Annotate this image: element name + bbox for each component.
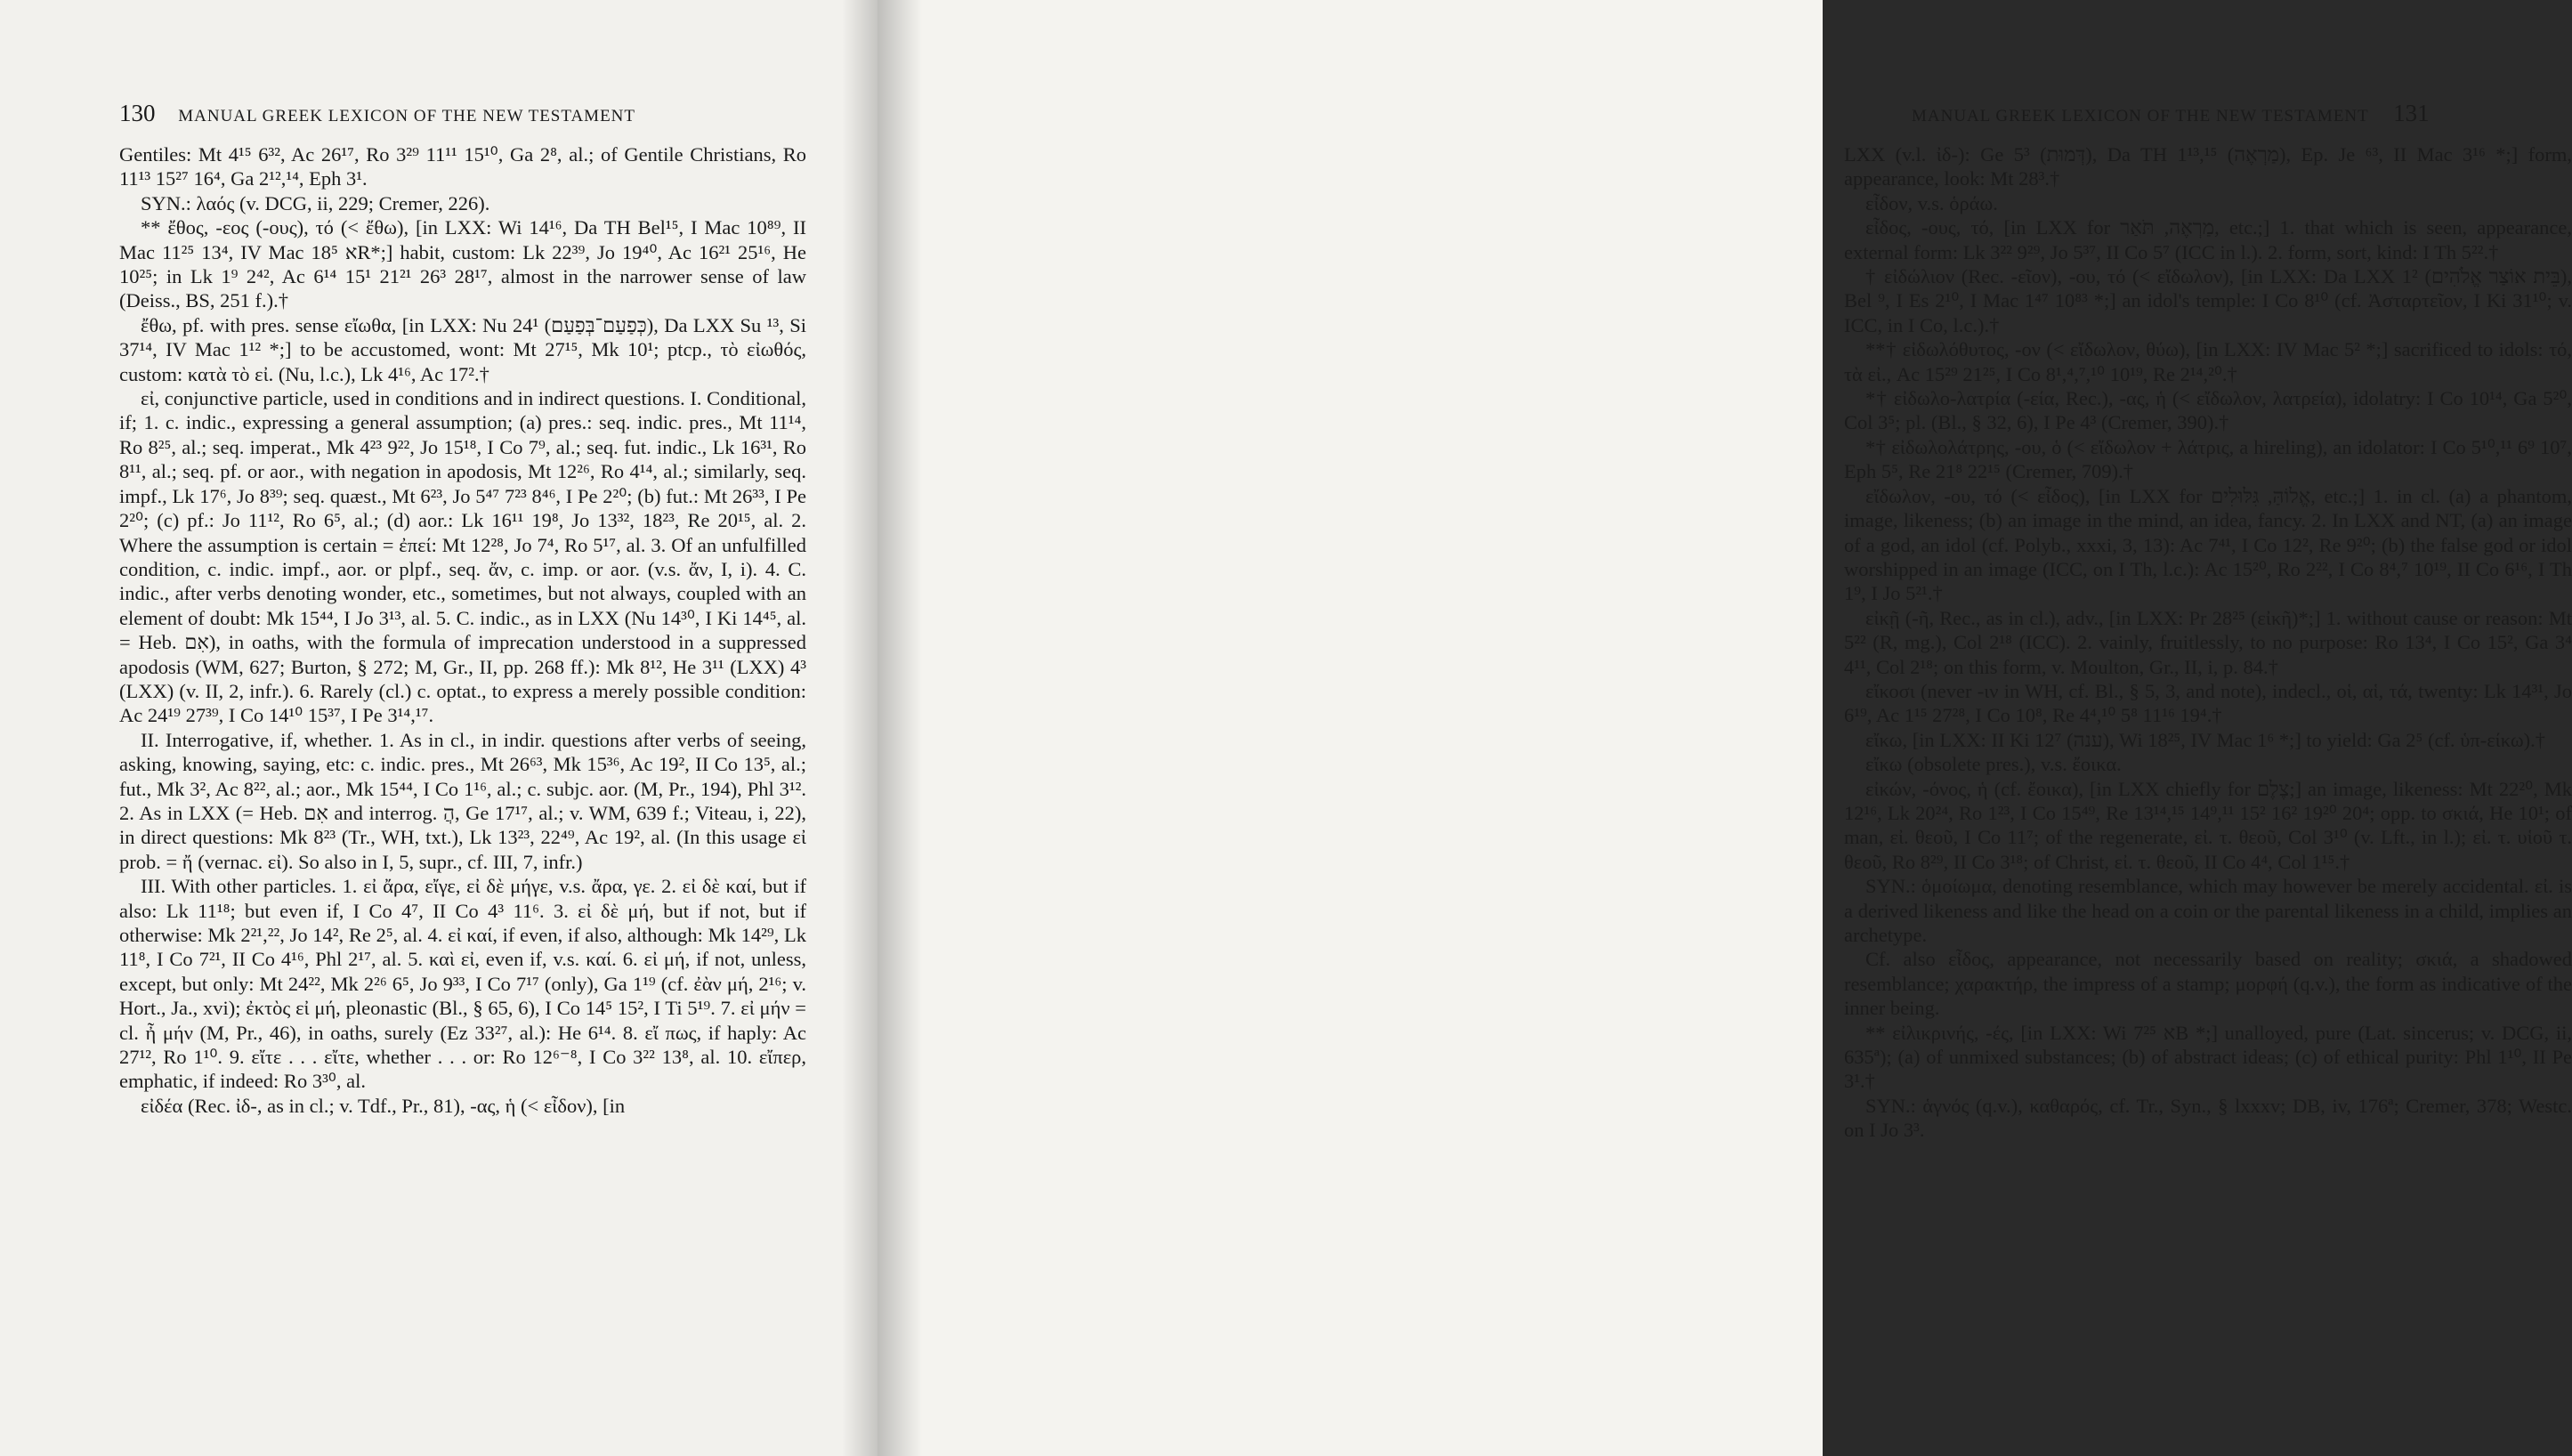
entry-paragraph: εἰ, conjunctive particle, used in conditions and in indirect questions. I. Conditional, if; 1. c. indic., expressing a general assumption; (a) pres.: seq. indic. pres., Mt 11¹⁴, Ro 8²⁵, al.; seq. imperat., Mk 4²³ 9²², Jo 15¹⁸, I Co 7⁹, al.; seq. fut. indic., Lk 16³¹, Ro 8¹¹, al.; seq. pf. or aor., with negation in apodosis, Mt 12²⁶, Ro 4¹⁴, al.; similarly, seq. impf., Lk 17⁶, Jo 8³⁹; seq. quæst., Mt 6²³, Jo 5⁴⁷ 7²³ 8⁴⁶, I Pe 2²⁰; (b) fut.: Mt 26³³, I Pe 2²⁰; (c) pf.: Jo 11¹², Ro 6⁵, al.; (d) aor.: Lk 16¹¹ 19⁸, Jo 13³², 18²³, Re 20¹⁵, al. 2. Where the assumption is certain = ἐπεί: Mt 12²⁸, Jo 7⁴, Ro 5¹⁷, al. 3. Of an unfulfilled condition, c. indic. impf., aor. or plpf., seq. ἄν, c. imp. or aor. (v.s. ἄν, I, i). 4. C. indic., after verbs denoting wonder, etc., sometimes, but not always, coupled with an element of doubt: Mk 15⁴⁴, I Jo 3¹³, al. 5. C. indic., as in LXX (Nu 14³⁰, I Ki 14⁴⁵, al. = Heb. אִם), in oaths, with the formula of imprecation understood in a suppressed apodosis (WM, 627; Burton, § 272; M, Gr., II, pp. 268 ff.): Mk 8¹², He 3¹¹ (LXX) 4³ (LXX) (v. II, 2, infr.). 6. Rarely (cl.) c. optat., to express a merely possible condition: Ac 24¹⁹ 27³⁹, I Co 14¹⁰ 15³⁷, I Pe 3¹⁴,¹⁷. (119, 387, 806, 727)
entry-paragraph: LXX (v.l. ἰδ-): Ge 5³ (דְּמוּת), Da TH 1¹³,¹⁵ (מַרְאֶה), Ep. Je ⁶³, II Mac 3¹⁶ *;] form, appearance, look: Mt 28³.† (1844, 143, 2572, 190)
entry-paragraph: **† εἰδωλόθυτος, -ον (< εἴδωλον, θύω), [in LXX: IV Mac 5² *;] sacrificed to idols: τό, τὰ εἰ., Ac 15²⁹ 21²⁵, I Co 8¹,⁴,⁷,¹⁰ 10¹⁹, Re 2¹⁴,²⁰.† (1844, 338, 2572, 385)
entry-paragraph: Gentiles: Mt 4¹⁵ 6³², Ac 26¹⁷, Ro 3²⁹ 11¹¹ 15¹⁰, Ga 2⁸, al.; of Gentile Christians, Ro 11¹³ 15²⁷ 16⁴, Ga 2¹²,¹⁴, Eph 3¹. (119, 143, 806, 190)
entry-paragraph: εἰδέα (Rec. ἰδ-, as in cl.; v. Tdf., Pr., 81), -ας, ἡ (< εἶδον), [in (141, 1094, 626, 1117)
entry-paragraph: ** ἔθος, -εος (-ους), τό (< ἔθω), [in LXX: Wi 14¹⁶, Da TH Bel¹⁵, I Mac 10⁸⁹, II Mac 11²⁵ 13⁴, IV Mac 18⁵ אR*;] habit, custom: Lk 22³⁹, Jo 19⁴⁰, Ac 16²¹ 25¹⁶, He 10²⁵; in Lk 1⁹ 2⁴², Ac 6¹⁴ 15¹ 21²¹ 26³ 28¹⁷, almost in the narrower sense of law (Deiss., BS, 251 f.).† (119, 216, 806, 312)
entry-paragraph: εἴκω, [in LXX: II Ki 12⁷ (ענה), Wi 18²⁵, IV Mac 1⁶ *;] to yield: Ga 2⁵ (cf. ὑπ-είκω).† (1865, 728, 2546, 751)
entry-paragraph: εἰκών, -όνος, ἡ (cf. ἔοικα), [in LXX chiefly for צֶלֶם;] an image, likeness: Mt 22²⁰, Mk 12¹⁶, Lk 20²⁴, Ro 1²³, I Co 15⁴⁹, Re 13¹⁴,¹⁵ 14⁹,¹¹ 15² 16² 19²⁰ 20⁴; opp. to σκιά, He 10¹; of man, εἰ. θεοῦ, I Co 11⁷; of the regenerate, εἰ. τ. θεοῦ, Col 3¹⁰ (v. Lft., in l.); εἰ. τ. υἱοῦ τ. θεοῦ, Ro 8²⁹, II Co 3¹⁸; of Christ, εἰ. τ. θεοῦ, II Co 4⁴, Col 1¹⁵.† (1844, 777, 2572, 873)
entry-paragraph: SYN.: λαός (v. DCG, ii, 229; Cremer, 226). (141, 191, 490, 214)
entry-paragraph: εἶδον, v.s. ὁράω. (1865, 191, 1998, 214)
right-page (878, 0, 2572, 1456)
running-head: MANUAL GREEK LEXICON OF THE NEW TESTAMENT (178, 107, 635, 125)
entry-paragraph: εἰκῇ (-ῆ, Rec., as in cl.), adv., [in LXX: Pr 28²⁵ (εἰκῆ)*;] 1. without cause or reason: Mt 5²² (R, mg.), Col 2¹⁸ (ICC). 2. vainly, fruitlessly, to no purpose: Ro 13⁴, I Co 15², Ga 3⁴ 4¹¹, Col 2¹⁸; on this form, v. Moulton, Gr., II, i, p. 84.† (1844, 606, 2572, 678)
page-number: 130 (119, 100, 156, 126)
entry-paragraph: III. With other particles. 1. εἰ ἄρα, εἴγε, εἰ δὲ μήγε, v.s. ἄρα, γε. 2. εἰ δὲ καί, but if also: Lk 11¹⁸; but even if, I Co 4⁷, II Co 4³ 11⁶. 3. εἰ δὲ μή, but if not, but if otherwise: Mk 2²¹,²², Jo 14², Re 2⁵, al. 4. εἰ καί, if even, if also, although: Mk 14²⁹, Lk 11⁸, I Co 7²¹, II Co 4¹⁶, Phl 2¹⁷, al. 5. καὶ εἰ, even if, v.s. καί. 6. εἰ μή, if not, unless, except, but only: Mt 24²², Mk 2²⁶ 6⁵, Jo 9³³, I Co 7¹⁷ (only), Ga 1¹⁹ (cf. ἐὰν μή, 2¹⁶; v. Hort., Ja., xvi); ἐκτὸς εἰ μή, pleonastic (Bl., § 65, 6), I Co 14⁵ 15², I Ti 5¹⁹. 7. εἰ μήν = cl. ἦ μήν (M, Pr., 46), in oaths, surely (Ez 33²⁷, al.): He 6¹⁴. 8. εἴ πως, if haply: Ac 27¹², Ro 1¹⁰. 9. εἴτε . . . εἴτε, whether . . . or: Ro 12⁶⁻⁸, I Co 3²² 13⁸, al. 10. εἴπερ, emphatic, if indeed: Ro 3³⁰, al. (119, 875, 806, 1093)
left-page (0, 0, 878, 1456)
page-number: 131 (2393, 100, 2430, 126)
entry-paragraph: ** εἰλικρινής, -ές, [in LXX: Wi 7²⁵ אB *;] unalloyed, pure (Lat. sincerus; v. DCG, ii, 635ª); (a) of unmixed substances; (b) of abstract ideas; (c) of ethical purity: Phl 1¹⁰, II Pe 3¹.† (1844, 1021, 2572, 1093)
gutter-shadow (878, 0, 922, 1456)
entry-paragraph: ἔθω, pf. with pres. sense εἴωθα, [in LXX: Nu 24¹ (כְּפַעַם־בְּפַעַם), Da LXX Su ¹³, Si 37¹⁴, IV Mac 1¹² *;] to be accustomed, wont: Mt 27¹⁵, Mk 10¹; ptcp., τὸ εἰωθός, custom: κατὰ τὸ εἰ. (Nu, l.c.), Lk 4¹⁶, Ac 17².† (119, 313, 806, 385)
right-page-header (1912, 100, 2430, 127)
entry-paragraph: εἴκω (obsolete pres.), v.s. ἔοικα. (1865, 753, 2122, 776)
entry-paragraph: † εἰδώλιον (Rec. -εῖον), -ου, τό (< εἴδωλον), [in LXX: Da LXX 1² (בֵּית אוֹצַר אֱלֹהִים), Bel ⁹, I Es 2¹⁰, I Mac 1⁴⁷ 10⁸³ *;] an idol's temple: I Co 8¹⁰ (cf. Ἀσταρτεῖον, I Ki 31¹⁰; v. ICC, in I Co, l.c.).† (1844, 265, 2572, 336)
entry-paragraph: Cf. also εἶδος, appearance, not necessarily based on reality; σκιά, a shadowed resemblance; χαρακτήρ, the impress of a stamp; μορφή (q.v.), the form as indicative of the inner being. (1844, 948, 2572, 1020)
entry-paragraph: εἴκοσι (never -ιν in WH, cf. Bl., § 5, 3, and note), indecl., οἱ, αἱ, τά, twenty: Lk 14³¹, Jo 6¹⁹, Ac 1¹⁵ 27²⁸, I Co 10⁸, Re 4⁴,¹⁰ 5⁸ 11¹⁶ 19⁴.† (1844, 679, 2572, 727)
entry-paragraph: SYN.: ὁμοίωμα, denoting resemblance, which may however be merely accidental. εἰ. is a derived likeness and like the head on a coin or the parental likeness in a child, implies an archetype. (1844, 875, 2572, 946)
left-page-header (119, 100, 635, 127)
entry-paragraph: *† εἰδωλο-λατρία (-εία, Rec.), -ας, ἡ (< εἴδωλον, λατρεία), idolatry: I Co 10¹⁴, Ga 5²⁰, Col 3⁵; pl. (Bl., § 32, 6), I Pe 4³ (Cremer, 390).† (1844, 387, 2572, 434)
right-text-column (1844, 142, 2572, 1143)
left-text-column (119, 142, 806, 1118)
entry-paragraph: εἴδωλον, -ου, τό (< εἶδος), [in LXX for אֱלוֹהַּ, גִּלּוּלִים, etc.;] 1. in cl. (a) a phantom, image, likeness; (b) an image in the mind, an idea, fancy. 2. In LXX and NT, (a) an image of a god, an idol (cf. Polyb., xxxi, 3, 13): Ac 7⁴¹, I Co 12², Re 9²⁰; (b) the false god or idol worshipped in an image (ICC, on I Th, l.c.): Ac 15²⁰, Ro 2²², I Co 8⁴,⁷ 10¹⁹, II Co 6¹⁶, I Th 1⁹, I Jo 5²¹.† (1844, 484, 2572, 605)
entry-paragraph: SYN.: ἁγνός (q.v.), καθαρός, cf. Tr., Syn., § lxxxv; DB, iv, 176ª; Cremer, 378; Westc. on I Jo 3³. (1844, 1094, 2572, 1142)
entry-paragraph: II. Interrogative, if, whether. 1. As in cl., in indir. questions after verbs of seeing, asking, knowing, saying, etc: c. indic. pres., Mt 26⁶³, Mk 15³⁶, Ac 19², II Co 13⁵, al.; fut., Mk 3², Ac 8²², al.; aor., Mk 15⁴⁴, I Co 1¹⁶, al.; c. subjc. aor. (M, Pr., 194), Phl 3¹². 2. As in LXX (= Heb. אִם and interrog. הֲ, Ge 17¹⁷, al.; v. WM, 639 f.; Viteau, i, 22), in direct questions: Mk 8²³ (Tr., WH, txt.), Lk 13²³, 22⁴⁹, Ac 19², al. (In this usage εἰ prob. = ἤ (vernac. εἰ). So also in I, 5, supr., cf. III, 7, infr.) (119, 728, 806, 873)
running-head: MANUAL GREEK LEXICON OF THE NEW TESTAMENT (1912, 107, 2369, 125)
entry-paragraph: *† εἰδωλολάτρης, -ου, ὁ (< εἴδωλον + λάτρις, a hireling), an idolator: I Co 5¹⁰,¹¹ 6⁹ 10⁷, Eph 5⁵, Re 21⁸ 22¹⁵ (Cremer, 709).† (1844, 435, 2572, 483)
gutter-shadow (842, 0, 878, 1456)
entry-paragraph: εἶδος, -ους, τό, [in LXX for מַרְאֶה, תֹּאַר, etc.;] 1. that which is seen, appearance, external form: Lk 3²² 9²⁹, Jo 5³⁷, II Co 5⁷ (ICC in l.). 2. form, sort, kind: I Th 5²².† (1844, 216, 2572, 263)
